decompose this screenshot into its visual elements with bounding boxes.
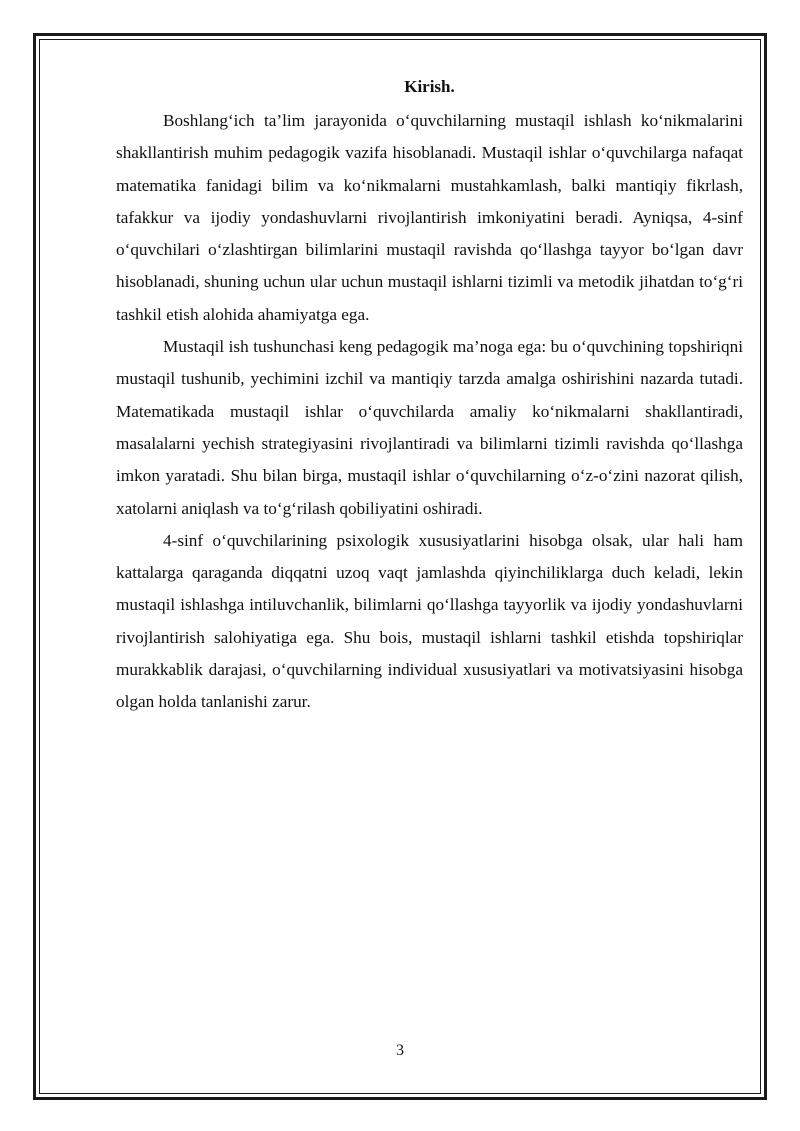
- paragraph-3: 4-sinf o‘quvchilarining psixologik xususiyatlarini hisobga olsak, ular hali ham kattalarga qaraganda diqqatni uzoq vaqt jamlashda qiyinchiliklarga duch keladi, lekin mustaqil ishlashga intiluvchanlik, bilimlarni qo‘llashga tayyorlik va ijodiy yondashuvlarni rivojlantirish salohiyatiga ega. Shu bois, mustaqil ishlarni tashkil etishda topshiriqlar murakkablik darajasi, o‘quvchilarning individual xususiyatlari va motivatsiyasini hisobga olgan holda tanlanishi zarur.: [116, 530, 743, 712]
- paragraph-2: Mustaqil ish tushunchasi keng pedagogik ma’noga ega: bu o‘quvchining topshiriqni mustaqil tushunib, yechimini izchil va mantiqiy tarzda amalga oshirishini nazarda tutadi. Matematikada mustaqil ishlar o‘quvchilarda amaliy ko‘nikmalarni shakllantiradi, masalalarni yechish strategiyasini rivojlantiradi va bilimlarni tizimli ravishda qo‘llashga imkon yaratadi. Shu bilan birga, mustaqil ishlar o‘quvchilarning o‘z-o‘zini nazorat qilish, xatolarni aniqlash va to‘g‘rilash qobiliyatini oshiradi.: [116, 337, 743, 518]
- document-body: [116, 72, 743, 719]
- section-title: Kirish.: [404, 77, 455, 96]
- page-number: 3: [396, 1042, 404, 1059]
- paragraph-1: Boshlang‘ich ta’lim jarayonida o‘quvchilarning mustaqil ishlash ko‘nikmalarini shakllantirish muhim pedagogik vazifa hisoblanadi. Mustaqil ishlar o‘quvchilarga nafaqat matematika fanidagi bilim va ko‘nikmalarni mustahkamlash, balki mantiqiy fikrlash, tafakkur va ijodiy yondashuvlarni rivojlantirish imkoniyatini beradi. Ayniqsa, 4-sinf o‘quvchilari o‘zlashtirgan bilimlarini mustaqil ravishda qo‘llashga tayyor bo‘lgan davr hisoblanadi, shuning uchun ular uchun mustaqil ishlarni tizimli va metodik jihatdan to‘g‘ri tashkil etish alohida ahamiyatga ega.: [116, 111, 743, 324]
